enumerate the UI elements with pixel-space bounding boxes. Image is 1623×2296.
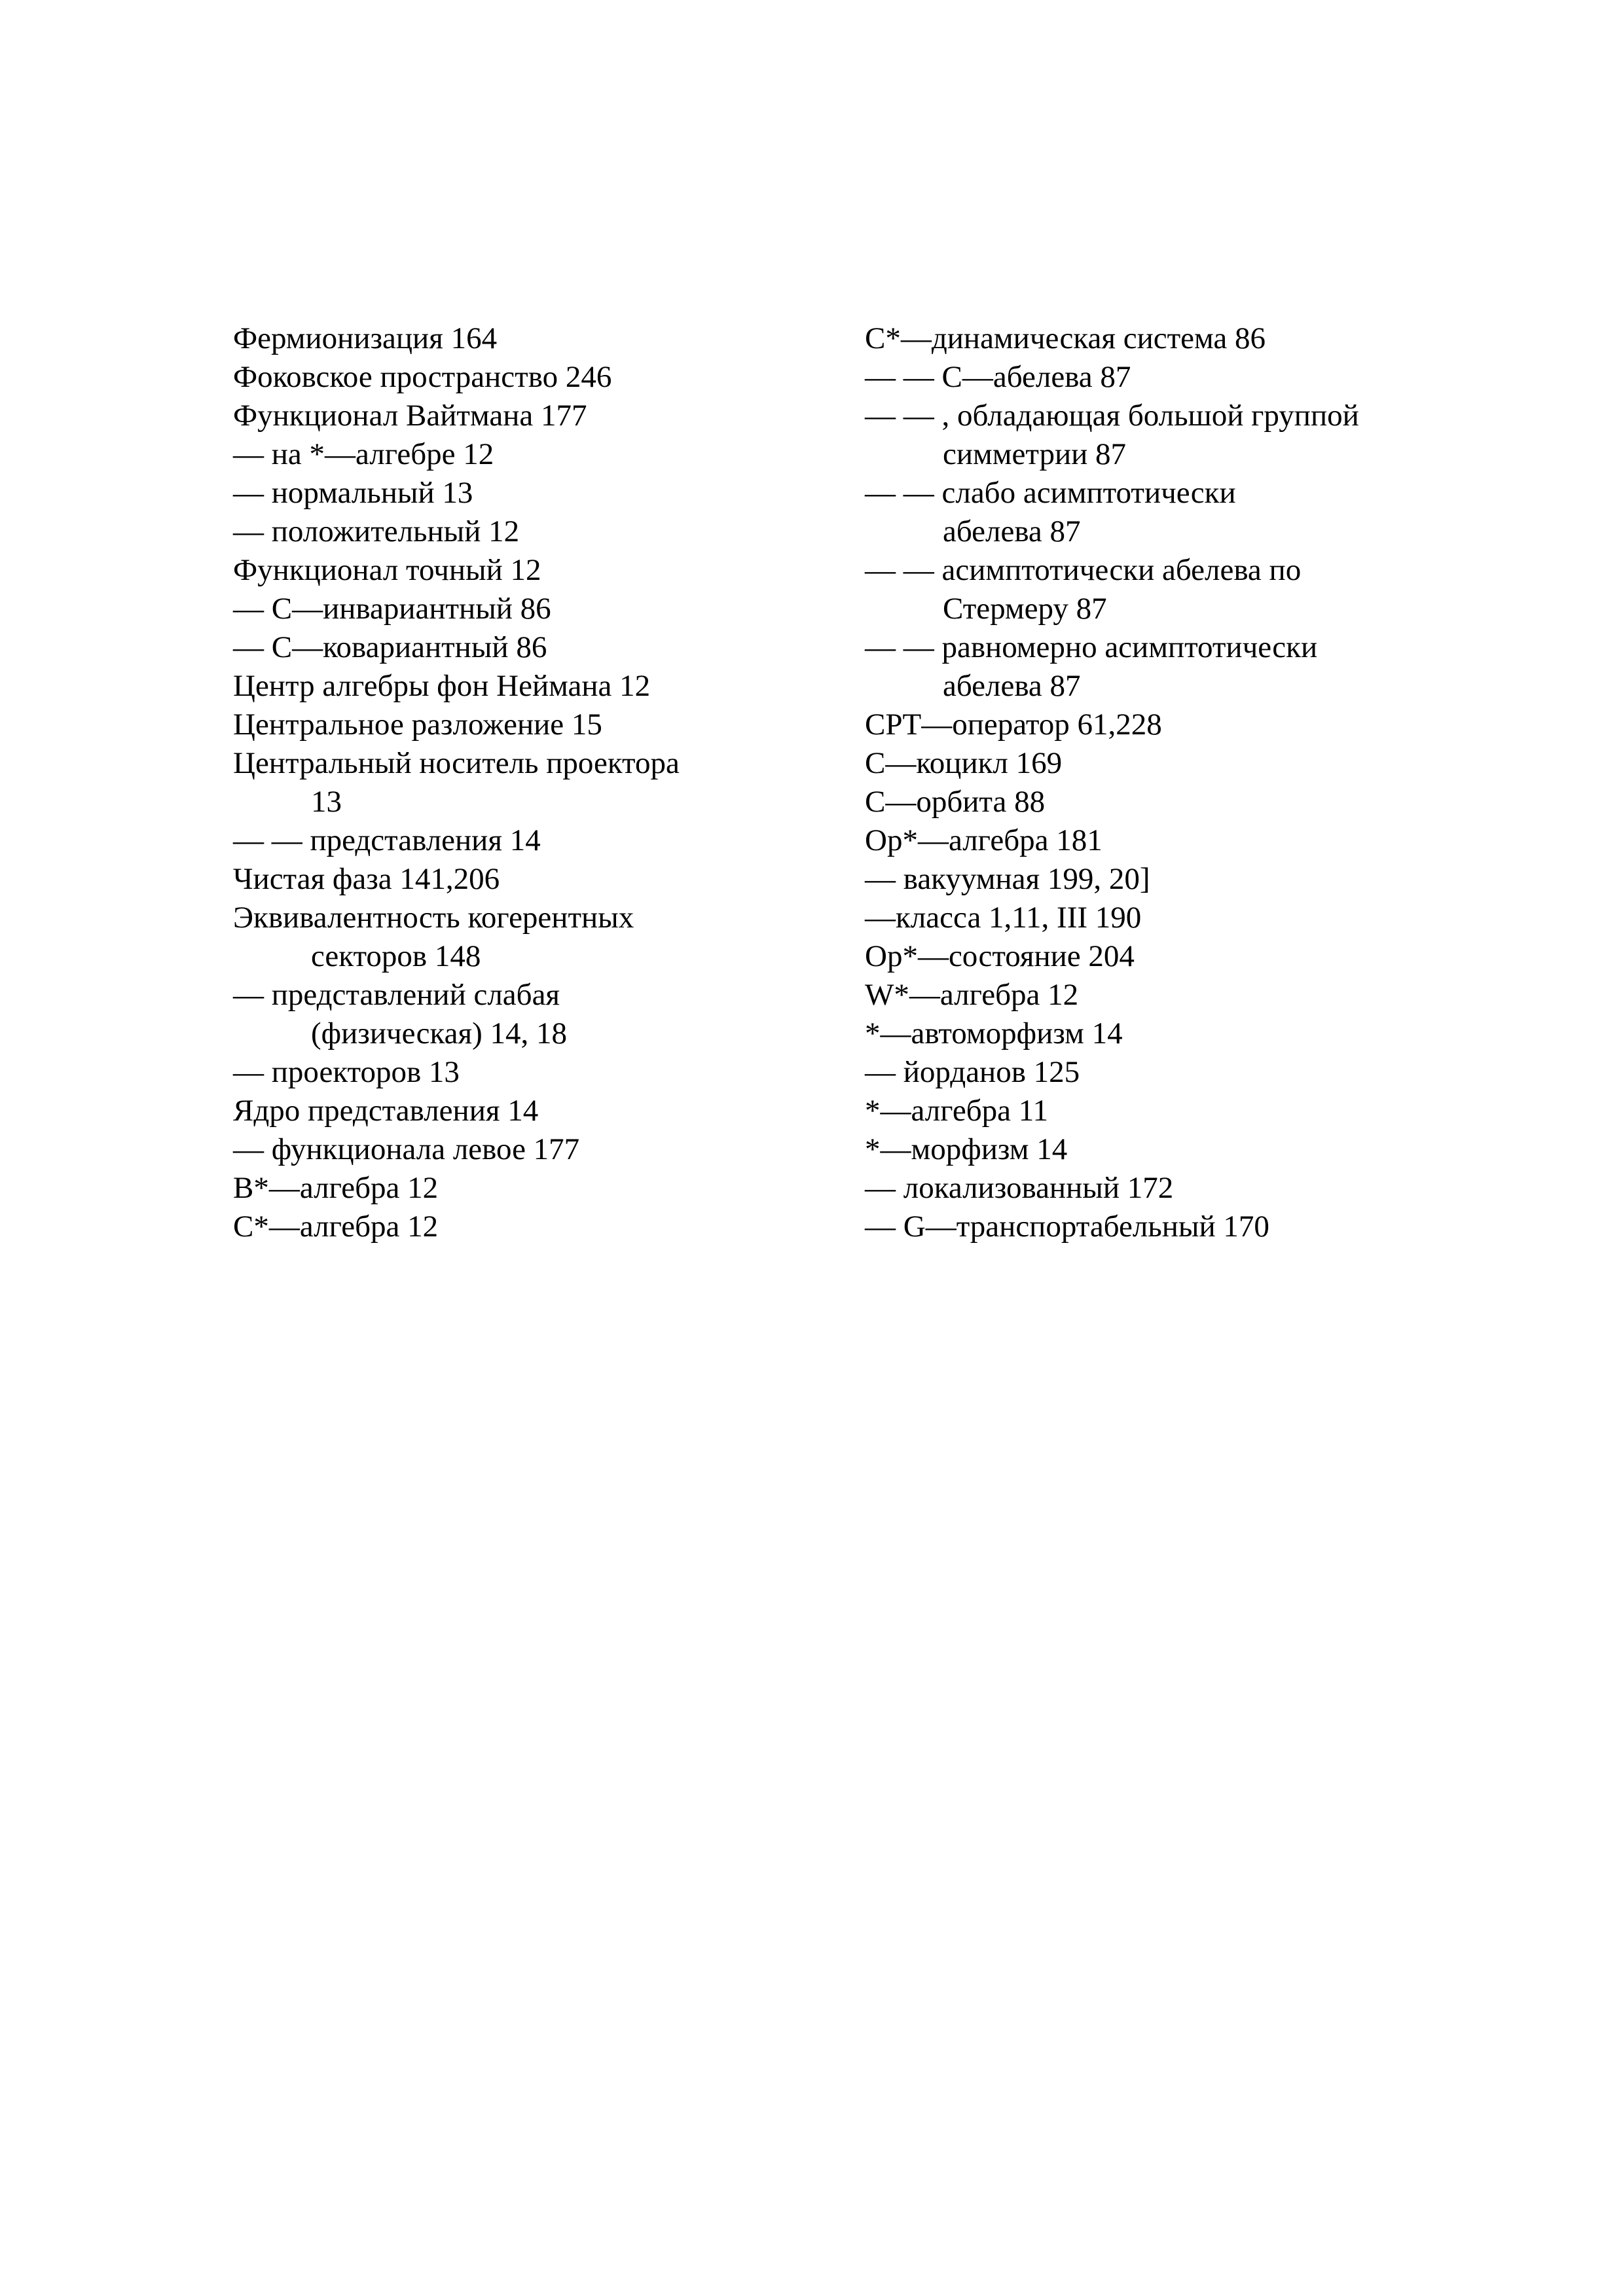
index-entry: — G—транспортабельный 170 [865, 1210, 1269, 1244]
index-entry: Op*—состояние 204 [865, 939, 1135, 973]
index-entry: Эквивалентность когерентных [233, 901, 634, 935]
index-entry: —класса 1,11, III 190 [865, 901, 1142, 935]
index-entry: — C—ковариантный 86 [233, 630, 547, 664]
index-entry: — — , обладающая большой группой [865, 399, 1359, 433]
index-entry: абелева 87 [943, 514, 1081, 548]
index-entry: — проекторов 13 [233, 1055, 460, 1089]
index-entry: — нормальный 13 [233, 476, 473, 510]
index-entry: Центральный носитель проектора [233, 746, 680, 780]
index-entry: Стермеру 87 [943, 592, 1107, 626]
index-entry: Функционал точный 12 [233, 553, 541, 587]
index-entry: Центр алгебры фон Неймана 12 [233, 669, 651, 703]
index-entry: B*—алгебра 12 [233, 1171, 439, 1205]
index-right-column [865, 319, 1454, 1246]
index-entry: — локализованный 172 [865, 1171, 1174, 1205]
index-entry: симметрии 87 [943, 437, 1127, 471]
index-entry: (физическая) 14, 18 [311, 1016, 568, 1050]
index-entry: *—морфизм 14 [865, 1132, 1068, 1166]
index-entry: C*—алгебра 12 [233, 1210, 439, 1244]
index-left-column [233, 319, 822, 1246]
index-entry: C—коцикл 169 [865, 746, 1063, 780]
index-entry: Функционал Вайтмана 177 [233, 399, 587, 433]
index-entry: абелева 87 [943, 669, 1081, 703]
index-entry: — вакуумная 199, 20] [865, 862, 1150, 896]
index-entry: — — C—абелева 87 [865, 360, 1131, 394]
index-entry: 13 [311, 785, 342, 819]
index-entry: — — представления 14 [233, 823, 541, 857]
index-entry: Центральное разложение 15 [233, 708, 602, 742]
index-entry: Op*—алгебра 181 [865, 823, 1103, 857]
index-entry: — C—инвариантный 86 [233, 592, 551, 626]
index-entry: — — слабо асимптотически [865, 476, 1236, 510]
index-entry: Фоковское пространство 246 [233, 360, 612, 394]
index-entry: Фермионизация 164 [233, 321, 498, 355]
index-entry: — — асимптотически абелева по [865, 553, 1302, 587]
index-entry: — — равномерно асимптотически [865, 630, 1318, 664]
index-entry: — функционала левое 177 [233, 1132, 580, 1166]
index-entry: — положительный 12 [233, 514, 520, 548]
index-entry: CPT—оператор 61,228 [865, 708, 1162, 742]
index-entry: *—автоморфизм 14 [865, 1016, 1123, 1050]
index-entry: Ядро представления 14 [233, 1094, 539, 1128]
index-entry: Чистая фаза 141,206 [233, 862, 500, 896]
index-entry: C*—динамическая система 86 [865, 321, 1266, 355]
index-entry: секторов 148 [311, 939, 481, 973]
index-entry: C—орбита 88 [865, 785, 1046, 819]
index-entry: — представлений слабая [233, 978, 560, 1012]
index-entry: *—алгебра 11 [865, 1094, 1049, 1128]
index-entry: W*—алгебра 12 [865, 978, 1079, 1012]
index-entry: — йорданов 125 [865, 1055, 1080, 1089]
index-entry: — на *—алгебре 12 [233, 437, 494, 471]
